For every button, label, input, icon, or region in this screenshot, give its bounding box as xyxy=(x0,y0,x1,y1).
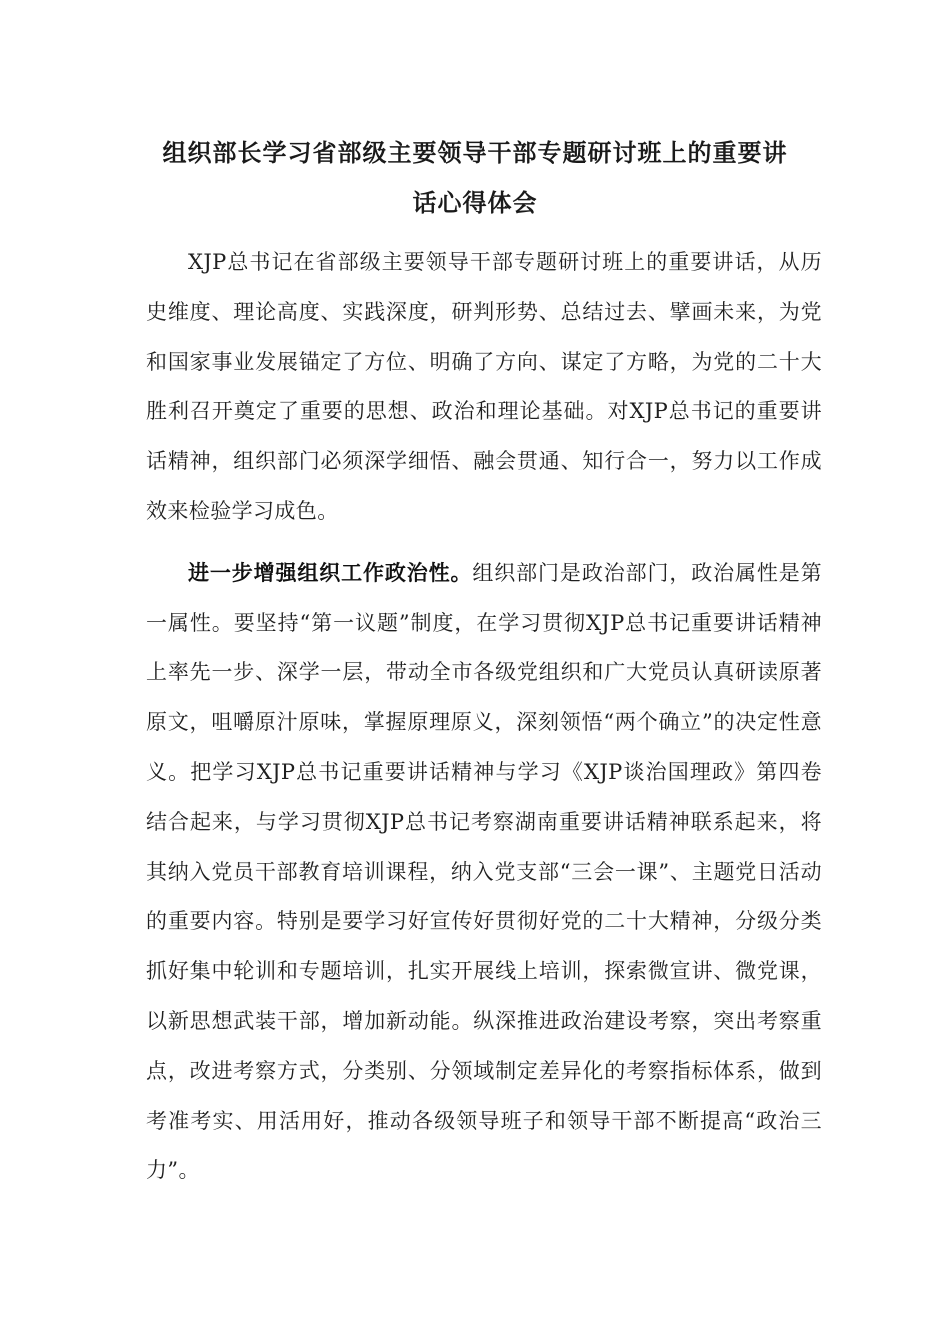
paragraph-political xyxy=(146,549,822,1196)
paragraph-body-text: 组织部门是政治部门，政治属性是第一属性。要坚持“第一议题”制度，在学习贯彻XJP总书记重要讲话精神上率先一步、深学一层，带动全市各级党组织和广大党员认真研读原著原文，咀嚼原汁原味，掌握原理原义，深刻领悟“两个确立”的决定性意义。把学习XJP总书记重要讲话精神与学习《XJP谈治国理政》第四卷结合起来，与学习贯彻XJP总书记考察湖南重要讲话精神联系起来，将其纳入党员干部教育培训课程，纳入党支部“三会一课”、主题党日活动的重要内容。特别是要学习好宣传好贯彻好党的二十大精神，分级分类抓好集中轮训和专题培训，扎实开展线上培训，探索微宣讲、微党课，以新思想武装干部，增加新动能。纵深推进政治建设考察，突出考察重点，改进考察方式，分类别、分领域制定差异化的考察指标体系，做到考准考实、用活用好，推动各级领导班子和领导干部不断提高“政治三力”。 xyxy=(146,560,822,1183)
paragraph-intro: XJP总书记在省部级主要领导干部专题研讨班上的重要讲话，从历史维度、理论高度、实践深度，研判形势、总结过去、擘画未来，为党和国家事业发展锚定了方位、明确了方向、谋定了方略，为党的二十大胜利召开奠定了重要的思想、政治和理论基础。对XJP总书记的重要讲话精神，组织部门必须深学细悟、融会贯通、知行合一，努力以工作成效来检验学习成色。 xyxy=(146,250,822,523)
document-body xyxy=(146,238,822,1196)
title-line-1: 组织部长学习省部级主要领导干部专题研讨班上的重要讲 xyxy=(162,139,788,167)
document-title xyxy=(130,128,820,228)
title-line-2: 话心得体会 xyxy=(412,189,538,217)
paragraph-lead-heading: 进一步增强组织工作政治性。 xyxy=(188,560,473,585)
